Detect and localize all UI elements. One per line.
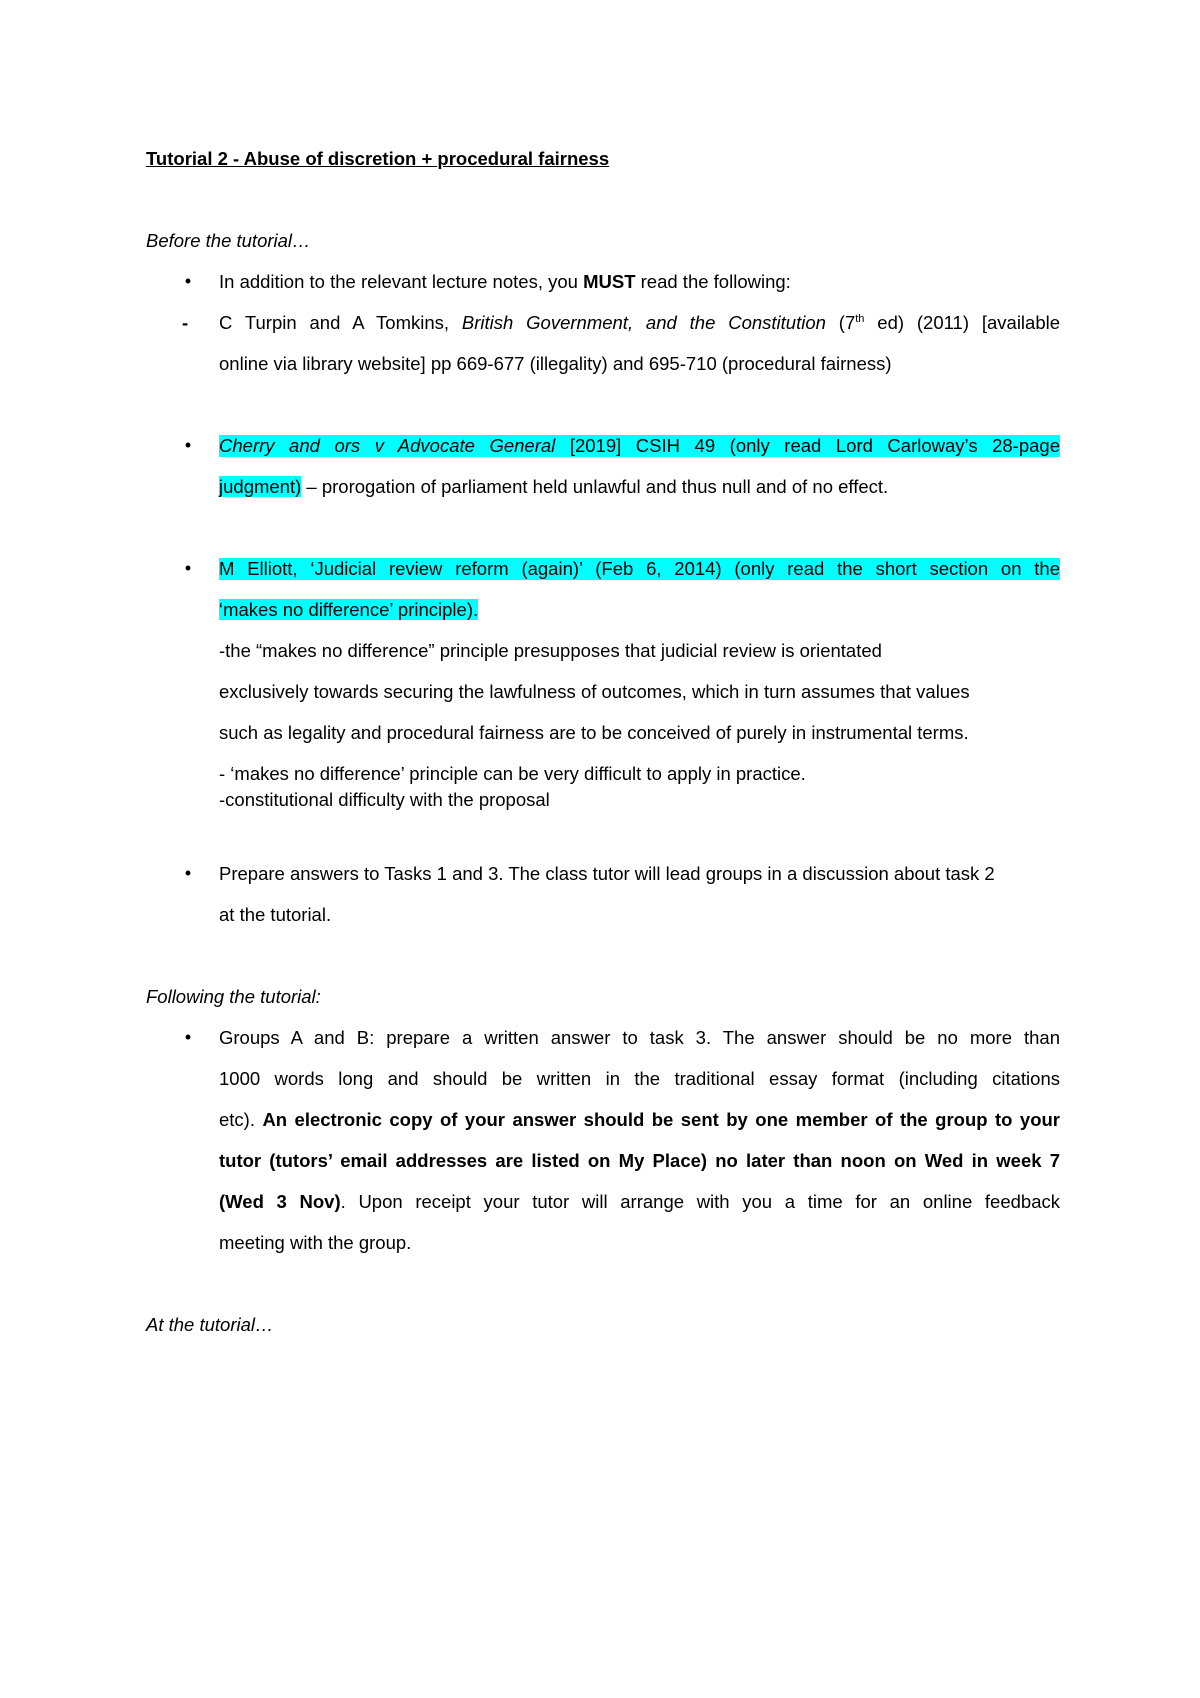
elliott-note-1: -the “makes no difference” principle presupposes that judicial review is orientated <box>219 640 882 661</box>
following-line-2: 1000 words long and should be written in the traditional essay format (including citations <box>219 1068 1060 1089</box>
following-line-5: (Wed 3 Nov). Upon receipt your tutor will arrange with you a time for an online feedback <box>219 1191 1060 1212</box>
reading-elliott-line1: M Elliott, ‘Judicial review reform (again)’ (Feb 6, 2014) (only read the short section on the <box>219 558 1060 579</box>
reading-instruction: In addition to the relevant lecture notes, you MUST read the following: <box>219 271 791 292</box>
bullet-marker: • <box>184 435 192 455</box>
bullet-marker: • <box>184 271 192 291</box>
elliott-note-3: such as legality and procedural fairness are to be conceived of purely in instrumental terms. <box>219 722 969 743</box>
elliott-note-4: - ‘makes no difference’ principle can be very difficult to apply in practice. <box>219 763 806 784</box>
following-line-3: etc). An electronic copy of your answer should be sent by one member of the group to your <box>219 1109 1060 1130</box>
before-tutorial-heading: Before the tutorial… <box>146 230 311 251</box>
page-title: Tutorial 2 - Abuse of discretion + procedural fairness <box>146 148 610 169</box>
bullet-marker: • <box>184 558 192 578</box>
bullet-marker: • <box>184 1027 192 1047</box>
following-line-6: meeting with the group. <box>219 1232 412 1253</box>
at-tutorial-heading: At the tutorial… <box>146 1314 274 1335</box>
dash-marker: - <box>182 312 189 333</box>
bullet-marker: • <box>184 863 192 883</box>
prepare-answers-line2: at the tutorial. <box>219 904 332 925</box>
reading-cherry-line2: judgment) – prorogation of parliament held unlawful and thus null and of no effect. <box>219 476 889 497</box>
reading-elliott-line2: ‘makes no difference’ principle). <box>219 599 479 620</box>
following-tutorial-heading: Following the tutorial: <box>146 986 321 1007</box>
reading-turpin-line2: online via library website] pp 669-677 (illegality) and 695-710 (procedural fairness) <box>219 353 892 374</box>
reading-turpin-line1: C Turpin and A Tomkins, British Government, and the Constitution (7th ed) (2011) [available <box>219 312 1061 333</box>
reading-cherry-line1: Cherry and ors v Advocate General [2019] CSIH 49 (only read Lord Carloway’s 28-page <box>219 435 1060 456</box>
elliott-note-5: -constitutional difficulty with the proposal <box>219 789 550 810</box>
following-line-4: tutor (tutors’ email addresses are listed on My Place) no later than noon on Wed in week 7 <box>219 1150 1060 1171</box>
prepare-answers-line1: Prepare answers to Tasks 1 and 3. The class tutor will lead groups in a discussion about task 2 <box>219 863 995 884</box>
following-line-1: Groups A and B: prepare a written answer to task 3. The answer should be no more than <box>219 1027 1060 1048</box>
elliott-note-2: exclusively towards securing the lawfulness of outcomes, which in turn assumes that values <box>219 681 970 702</box>
